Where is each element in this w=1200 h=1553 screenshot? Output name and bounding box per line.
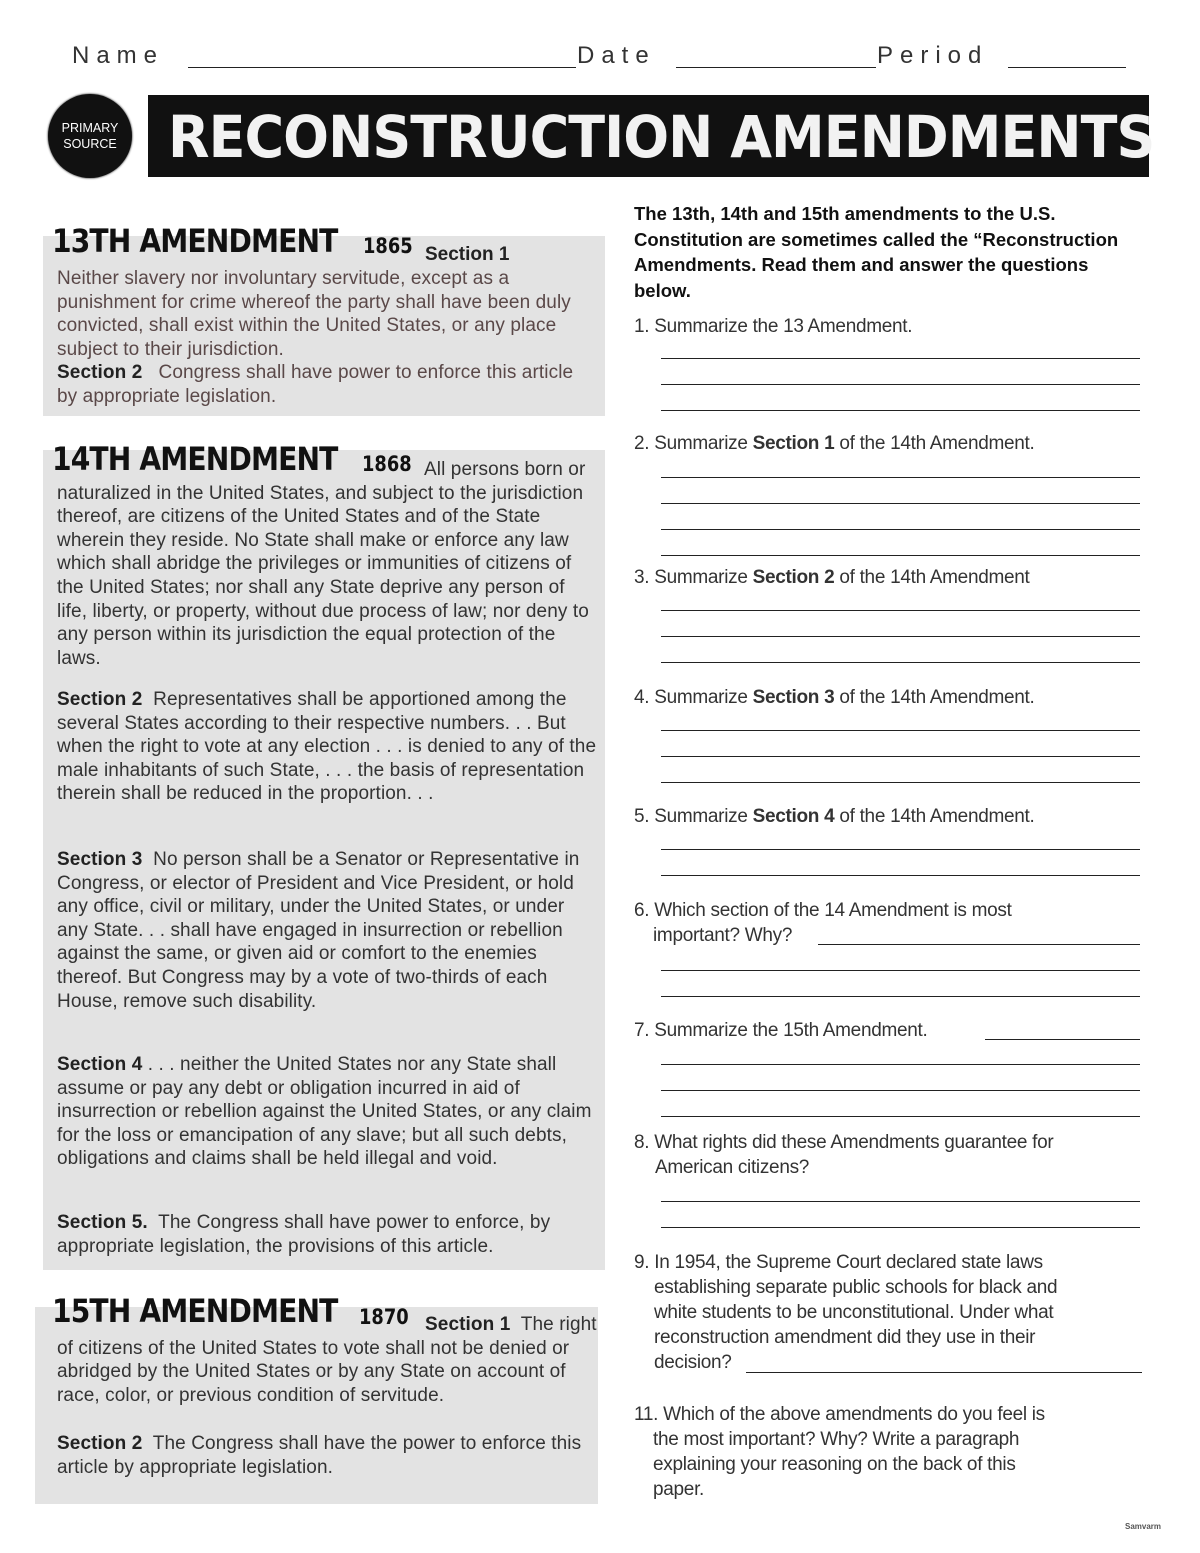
section-label: Section 1 xyxy=(425,244,510,265)
question-5: 5. Summarize Section 4 of the 14th Amendment. xyxy=(634,806,1035,827)
answer-line[interactable] xyxy=(661,410,1140,411)
question-7: 7. Summarize the 15th Amendment. xyxy=(634,1020,928,1041)
question-1: 1. Summarize the 13 Amendment. xyxy=(634,316,913,337)
question-6: 6. Which section of the 14 Amendment is most important? Why? xyxy=(634,900,1012,946)
section-text: The Congress shall have the power to enforce this article by appropriate legislation. xyxy=(57,1433,582,1478)
section-text: . . . neither the United States nor any State shall assume or pay any debt or obligation incurred in aid of insurrection or rebellion against the United States, or any claim for the loss or emancipation of any slave; but all such debts, obligations and claims shall be held illegal and void. xyxy=(57,1054,592,1170)
text-14th-section5 xyxy=(57,1211,599,1258)
answer-line[interactable] xyxy=(661,384,1140,385)
answer-line[interactable] xyxy=(661,730,1140,731)
section-text: Neither slavery nor involuntary servitude, except as a punishment for crime whereof the party shall have been duly convicted, shall exist within the United States, or any place subject to their jurisdiction. xyxy=(57,268,571,360)
section-text: Representatives shall be apportioned among the several States according to their respective numbers. . . But when the right to vote at any election . . . is denied to any of the male inhabitants of such State, . . . the basis of representation therein shall be reduced in the proportion. . . xyxy=(57,689,597,805)
answer-line[interactable] xyxy=(661,1116,1140,1117)
section-label: Section 4 xyxy=(57,1054,143,1075)
section-text: No person shall be a Senator or Representative in Congress, or elector of President and Vice President, or hold any office, civil or military, under the United States, or under any State. . . shall have engaged in insurrection or rebellion against the same, or given aid or comfort to the enemies thereof. But Congress may by a vote of two-thirds of each House, remove such disability. xyxy=(57,849,580,1012)
answer-line[interactable] xyxy=(661,555,1140,556)
answer-line[interactable] xyxy=(661,610,1140,611)
answer-line[interactable] xyxy=(661,970,1140,971)
answer-line[interactable] xyxy=(746,1372,1142,1373)
section-text: The right of citizens of the United States to vote shall not be denied or abridged by the United States or by any State on account of race, color, or previous condition of servitude. xyxy=(57,1314,597,1406)
answer-line[interactable] xyxy=(661,782,1140,783)
answer-line[interactable] xyxy=(661,1227,1140,1228)
text-13th-amendment xyxy=(57,267,597,409)
period-label: Period xyxy=(877,42,989,69)
instructions: The 13th, 14th and 15th amendments to the U.S. Constitution are sometimes called the “Reconstruction Amendments. Read them and answer the questions below. xyxy=(634,203,1119,302)
section-label: Section 1 xyxy=(425,1314,511,1335)
badge-line2: SOURCE xyxy=(63,137,117,151)
answer-line[interactable] xyxy=(661,849,1140,850)
section-label: Section 2 xyxy=(57,689,143,710)
heading-14th-amendment: 14TH AMENDMENT xyxy=(52,440,338,478)
section-text: The Congress shall have power to enforce, by appropriate legislation, the provisions of this article. xyxy=(57,1212,551,1257)
question-3: 3. Summarize Section 2 of the 14th Amendment xyxy=(634,567,1030,588)
answer-line[interactable] xyxy=(985,1039,1140,1040)
text-15th-section2 xyxy=(57,1432,597,1479)
question-2: 2. Summarize Section 1 of the 14th Amendment. xyxy=(634,433,1035,454)
text-14th-section3 xyxy=(57,848,599,1013)
answer-line[interactable] xyxy=(661,662,1140,663)
answer-line[interactable] xyxy=(661,529,1140,530)
year-14th-amendment: 1868 xyxy=(362,452,412,476)
section-2-paragraph xyxy=(57,361,597,408)
heading-13th-amendment: 13TH AMENDMENT xyxy=(52,222,338,260)
footer-mark: Samvarm xyxy=(1125,1522,1162,1531)
question-9: 9. In 1954, the Supreme Court declared state laws establishing separate public schools for black and white students to be unconstitutional. Under what reconstruction amendment did they use in their decision? xyxy=(634,1252,1058,1373)
section-label: Section 2 xyxy=(57,362,143,384)
page-title: RECONSTRUCTION AMENDMENTS xyxy=(168,103,1155,171)
text-14th-section2 xyxy=(57,688,599,806)
year-15th-amendment: 1870 xyxy=(359,1305,409,1329)
answer-line[interactable] xyxy=(661,875,1140,876)
text-14th-section4 xyxy=(57,1053,599,1171)
year-13th-amendment: 1865 xyxy=(363,234,413,258)
name-label: Name xyxy=(72,42,165,69)
text-14th-section1: All persons born or naturalized in the United States, and subject to the jurisdiction thereof, are citizens of the United States and of the State wherein they reside. No State shall make or enforce any law which shall abridge the privileges or immunities of citizens of the United States; nor shall any State deprive any person of life, liberty, or property, without due process of law; nor deny to any person within its jurisdiction the equal protection of the laws. xyxy=(57,459,589,669)
answer-line[interactable] xyxy=(661,636,1140,637)
answer-line[interactable] xyxy=(661,1090,1140,1091)
answer-line[interactable] xyxy=(661,1201,1140,1202)
answer-line[interactable] xyxy=(661,1064,1140,1065)
question-4: 4. Summarize Section 3 of the 14th Amendment. xyxy=(634,687,1035,708)
question-11: 11. Which of the above amendments do you feel is the most important? Why? Write a paragraph explaining your reasoning on the back of this paper. xyxy=(634,1404,1045,1500)
badge-line1: PRIMARY xyxy=(61,121,119,135)
section-label: Section 5. xyxy=(57,1212,148,1233)
question-8: 8. What rights did these Amendments guarantee for American citizens? xyxy=(634,1132,1054,1178)
answer-line[interactable] xyxy=(661,358,1140,359)
answer-line[interactable] xyxy=(661,756,1140,757)
heading-15th-amendment: 15TH AMENDMENT xyxy=(52,1292,338,1330)
date-field[interactable] xyxy=(676,67,876,68)
title-bar xyxy=(148,95,1155,177)
text-15th-section1 xyxy=(57,1313,597,1407)
primary-source-badge xyxy=(48,94,132,178)
period-field[interactable] xyxy=(1008,67,1126,68)
name-field[interactable] xyxy=(188,67,576,68)
section-label: Section 2 xyxy=(57,1433,143,1454)
answer-line[interactable] xyxy=(661,503,1140,504)
answer-line[interactable] xyxy=(818,944,1140,945)
section-text: Congress shall have power to enforce this article by appropriate legislation. xyxy=(57,362,574,407)
answer-line[interactable] xyxy=(661,996,1140,997)
section-label: Section 3 xyxy=(57,849,143,870)
answer-line[interactable] xyxy=(661,477,1140,478)
date-label: Date xyxy=(577,42,656,69)
